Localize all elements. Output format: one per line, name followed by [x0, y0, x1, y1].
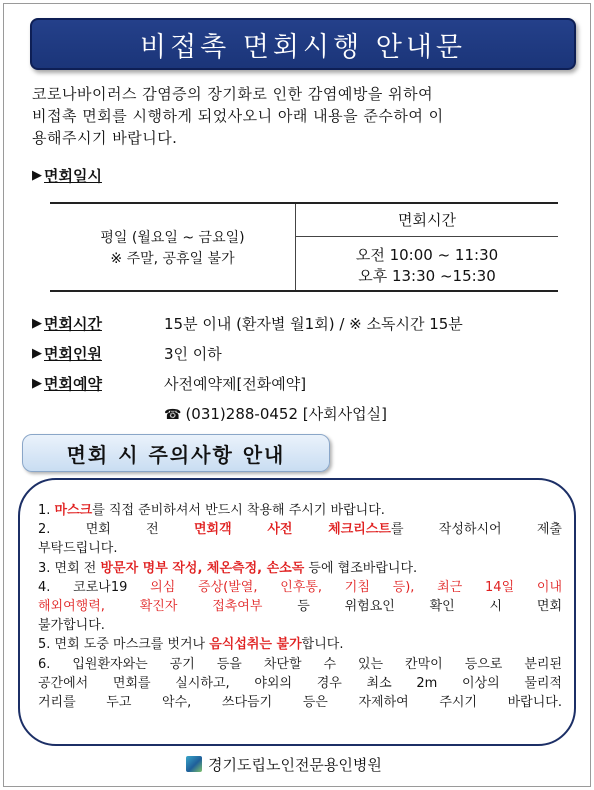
- intro-line: 코로나바이러스 감염증의 장기화로 인한 감염예방을 위하여: [32, 85, 434, 103]
- schedule-days-cell: [50, 204, 296, 290]
- intro-paragraph: [32, 83, 572, 149]
- bullet-triangle-icon: ▶: [32, 376, 42, 391]
- schedule-times-cell: [296, 238, 558, 287]
- bullet-triangle-icon: ▶: [32, 168, 42, 183]
- caution-item-continued: 거리를 두고 악수, 쓰다듬기 등은 자제하여 주시기 바랍니다.: [38, 695, 562, 711]
- caution-item: 2. 면회 전 면회객 사전 체크리스트를 작성하시어 제출: [38, 522, 562, 538]
- phone-line: [164, 403, 387, 424]
- intro-line: 용해주시기 바랍니다.: [32, 129, 178, 147]
- schedule-time-header: 면회시간: [296, 204, 558, 237]
- bullet-triangle-icon: ▶: [32, 316, 42, 331]
- caution-item: 4. 코로나19 의심 증상(발열, 인후통, 기침 등), 최근 14일 이내: [38, 579, 562, 595]
- caution-item: 5. 면회 도중 마스크를 벗거나 음식섭취는 불가합니다.: [38, 637, 344, 653]
- hospital-logo-icon: [186, 756, 202, 772]
- caution-item: 1. 마스크를 직접 준비하셔서 반드시 착용해 주시기 바랍니다.: [38, 503, 385, 518]
- section-reservation-label: ▶ 면회예약: [32, 375, 102, 393]
- caution-item-continued: 불가합니다.: [38, 618, 105, 634]
- section-duration-label: ▶ 면회시간: [32, 315, 102, 333]
- schedule-table: [50, 202, 558, 292]
- phone-number: (031)288-0452 [사회사업실]: [185, 405, 387, 423]
- caution-list: [38, 501, 562, 712]
- weekend-note: ※ 주말, 공휴일 불가: [110, 251, 235, 267]
- footer: [186, 752, 382, 776]
- caution-title: 면회 시 주의사항 안내: [22, 434, 330, 472]
- caution-item-continued: 해외여행력, 확진자 접촉여부 등 위험요인 확인 시 면회: [38, 599, 563, 615]
- bullet-triangle-icon: ▶: [32, 346, 42, 361]
- section-schedule-label: ▶ 면회일시: [32, 167, 102, 185]
- intro-line: 비접촉 면회를 시행하게 되었사오니 아래 내용을 준수하여 이: [32, 107, 444, 125]
- reservation-value: 사전예약제[전화예약]: [164, 375, 307, 393]
- hospital-name: 경기도립노인전문용인병원: [208, 755, 382, 774]
- afternoon-time: 오후 13:30 ~15:30: [358, 267, 496, 285]
- caution-item-continued: 공간에서 면회를 실시하고, 야외의 경우 최소 2m 이상의 물리적: [38, 675, 562, 691]
- duration-value: 15분 이내 (환자별 월1회) / ※ 소독시간 15분: [164, 315, 463, 333]
- caution-item-continued: 부탁드립니다.: [38, 541, 118, 557]
- morning-time: 오전 10:00 ~ 11:30: [355, 246, 499, 264]
- page-title: 비접촉 면회시행 안내문: [30, 18, 576, 70]
- caution-item: 6. 입원환자와는 공기 등을 차단할 수 있는 칸막이 등으로 분리된: [38, 656, 562, 672]
- telephone-icon: ☎: [164, 407, 182, 423]
- weekday-text: 평일 (월요일 ~ 금요일): [100, 230, 245, 246]
- people-value: 3인 이하: [164, 345, 222, 363]
- section-people-label: ▶ 면회인원: [32, 345, 102, 363]
- caution-item: 3. 면회 전 방문자 명부 작성, 체온측정, 손소독 등에 협조바랍니다.: [38, 560, 418, 576]
